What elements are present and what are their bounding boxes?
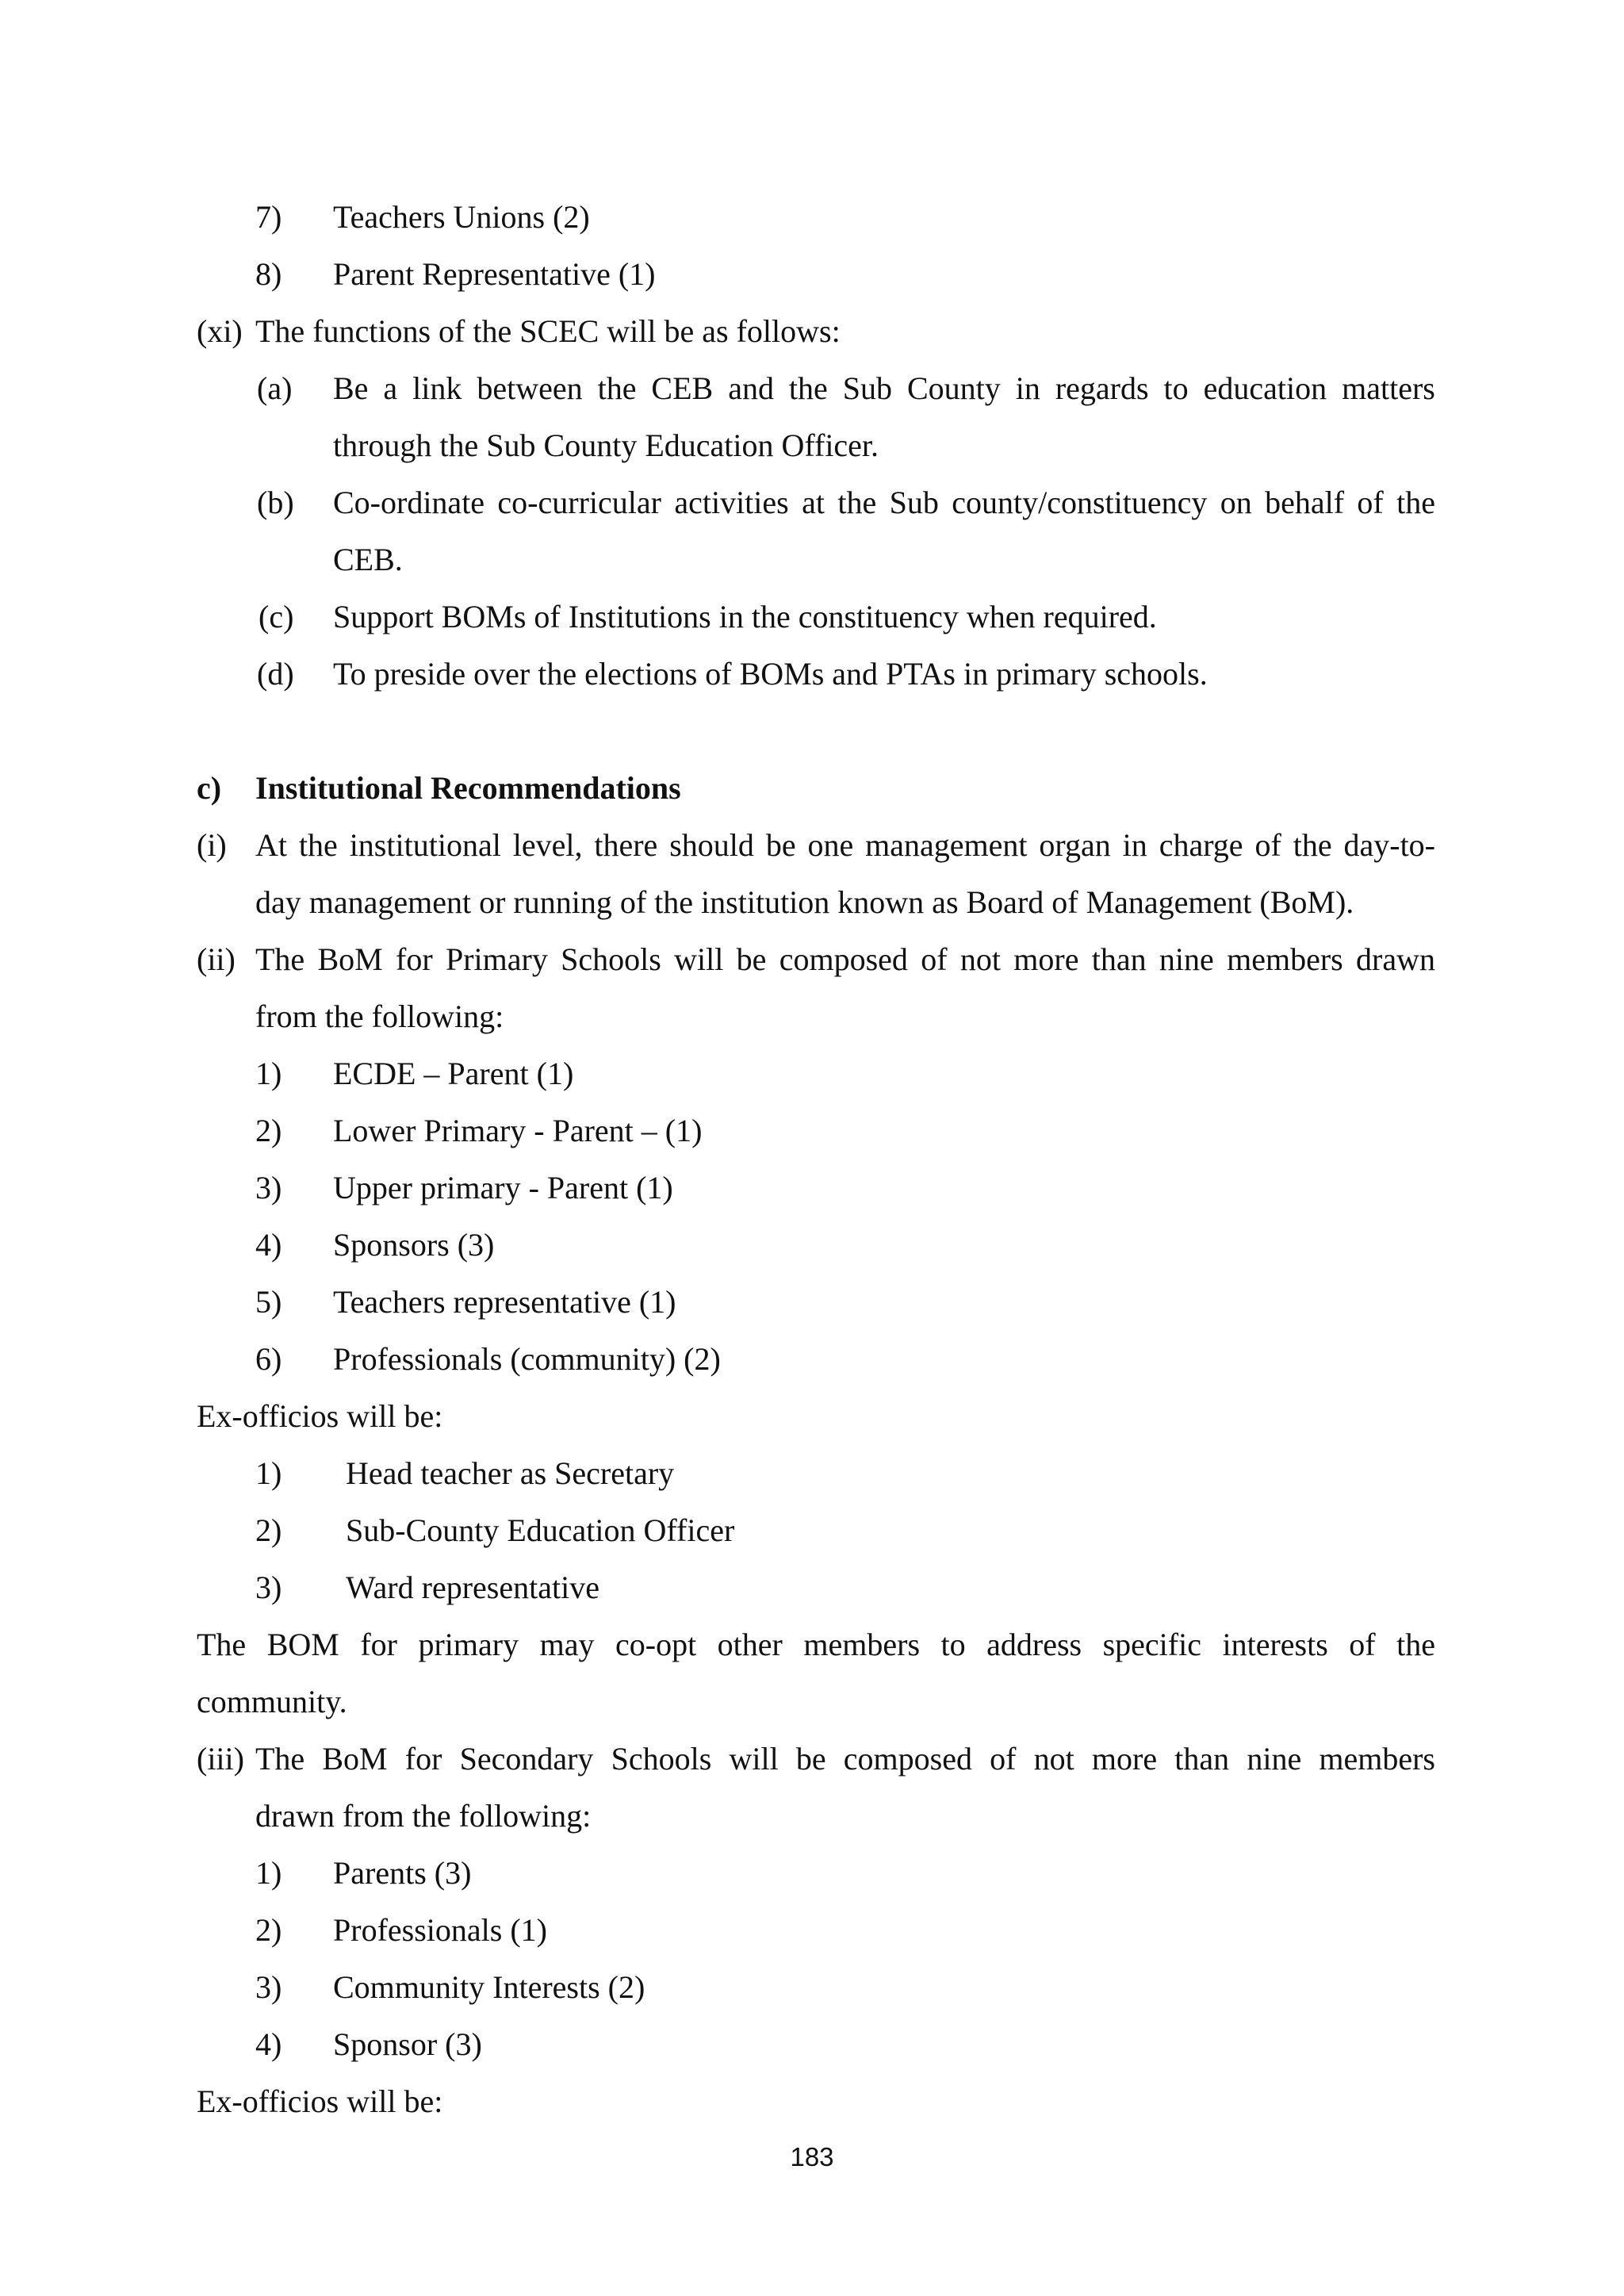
word: CEB (651, 370, 714, 406)
list-item-text: Lower Primary - Parent – (1) (333, 1113, 703, 1148)
word: matters (1342, 370, 1435, 406)
list-item-label: 4) (255, 1227, 282, 1263)
page-number: 183 (790, 2142, 834, 2171)
list-item-label: 3) (255, 1570, 282, 1605)
word: and (728, 370, 774, 406)
list-item-label: 1) (255, 1855, 282, 1891)
list-item-label: (b) (257, 485, 294, 520)
list-item-text: Head teacher as Secretary (346, 1455, 675, 1491)
paragraph-text: day management or running of the institution known as Board of Management (BoM). (255, 884, 1354, 920)
list-item-label: 2) (255, 1512, 282, 1548)
word: education (1203, 370, 1327, 406)
list-item-text: Co-ordinate co-curricular activities at the Sub county/constituency on behalf of the (333, 485, 1435, 520)
list-item-text: Professionals (1) (333, 1912, 547, 1948)
list-item-text: Sub-County Education Officer (346, 1512, 735, 1548)
list-item-text: through the Sub County Education Officer. (333, 427, 879, 463)
list-item-text: Community Interests (2) (333, 1969, 645, 2005)
paragraph-text: from the following: (255, 999, 504, 1034)
paragraph-text: The BOM for primary may co-opt other members to address specific interests of the (197, 1627, 1435, 1662)
list-item-text: Sponsors (3) (333, 1227, 495, 1263)
paragraph-label: (i) (197, 827, 227, 863)
list-item-text: Parents (3) (333, 1855, 472, 1891)
list-item-label: 3) (255, 1170, 282, 1205)
word: in (1015, 370, 1040, 406)
list-item-label: 7) (255, 199, 282, 235)
paragraph-text: The BoM for Secondary Schools will be composed of not more than nine members (255, 1741, 1435, 1777)
paragraph-label: (iii) (197, 1741, 244, 1777)
paragraph-text: The BoM for Primary Schools will be composed of not more than nine members drawn (255, 941, 1435, 977)
paragraph-text: Ex-officios will be: (197, 2083, 443, 2119)
word: link (412, 370, 462, 406)
word: regards (1055, 370, 1149, 406)
list-item-label: 2) (255, 1113, 282, 1148)
list-item-label: (c) (259, 599, 294, 634)
paragraph-text: The functions of the SCEC will be as follows: (255, 313, 841, 349)
list-item-label: 3) (255, 1969, 282, 2005)
list-item-text: Parent Representative (1) (333, 256, 656, 292)
word: between (477, 370, 583, 406)
list-item-label: (a) (257, 370, 293, 406)
list-item-label: 5) (255, 1284, 282, 1320)
list-item-text: Teachers Unions (2) (333, 199, 590, 235)
paragraph-label: (xi) (197, 313, 243, 349)
list-item-text: Teachers representative (1) (333, 1284, 676, 1320)
list-item-text: Professionals (community) (2) (333, 1341, 721, 1377)
list-item-text (333, 370, 1435, 408)
paragraph-text: community. (197, 1684, 347, 1719)
section-heading: Institutional Recommendations (255, 770, 681, 806)
list-item-label: 6) (255, 1341, 282, 1377)
list-item-text: CEB. (333, 542, 403, 577)
paragraph-text: Ex-officios will be: (197, 1398, 443, 1434)
list-item-text: Sponsor (3) (333, 2026, 482, 2062)
section-label: c) (197, 770, 222, 806)
list-item-label: (d) (257, 656, 294, 692)
list-item-text: Upper primary - Parent (1) (333, 1170, 673, 1205)
list-item-label: 4) (255, 2026, 282, 2062)
list-item-label: 1) (255, 1455, 282, 1491)
word: the (788, 370, 828, 406)
word: the (597, 370, 637, 406)
word: Be (333, 370, 369, 406)
list-item-label: 1) (255, 1056, 282, 1091)
word: Sub (842, 370, 893, 406)
paragraph-label: (ii) (197, 941, 236, 977)
list-item-text: Support BOMs of Institutions in the constituency when required. (333, 599, 1157, 634)
list-item-label: 2) (255, 1912, 282, 1948)
list-item-text: To preside over the elections of BOMs and PTAs in primary schools. (333, 656, 1208, 692)
list-item-label: 8) (255, 256, 282, 292)
paragraph-text: At the institutional level, there should be one management organ in charge of the day-to- (255, 827, 1435, 863)
list-item-text: Ward representative (346, 1570, 599, 1605)
word: County (906, 370, 1001, 406)
word: a (383, 370, 398, 406)
paragraph-text: drawn from the following: (255, 1798, 592, 1834)
list-item-text: ECDE – Parent (1) (333, 1056, 574, 1091)
word: to (1163, 370, 1189, 406)
